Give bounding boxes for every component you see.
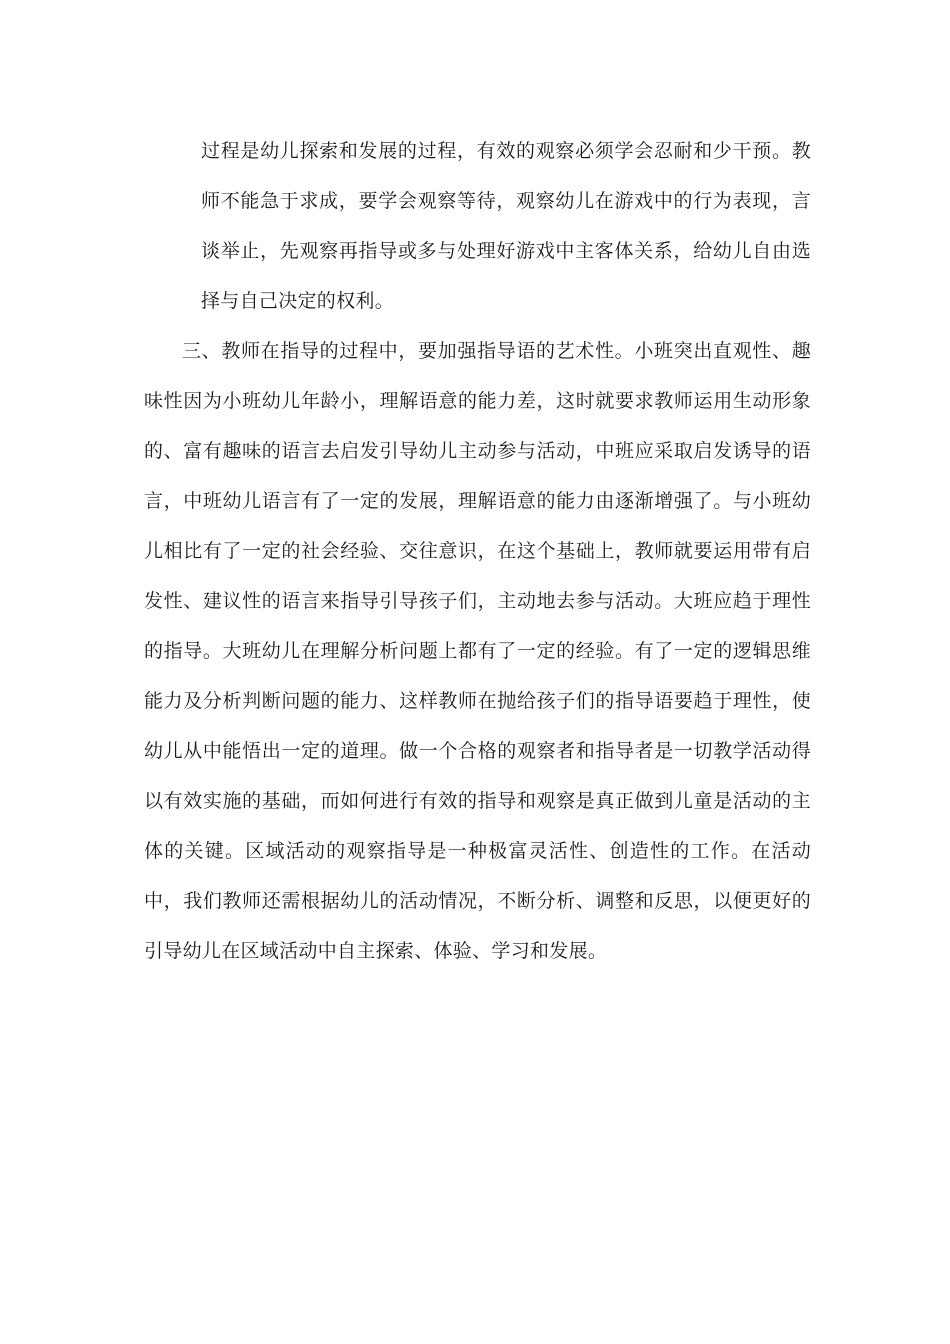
paragraph-observation-patience: 过程是幼儿探索和发展的过程，有效的观察必须学会忍耐和少干预。教师不能急于求成，要学会观察等待，观察幼儿在游戏中的行为表现，言谈举止，先观察再指导或多与处理好游戏中主客体关系，给幼儿自由选择与自己决定的权利。 [201, 140, 811, 312]
paragraph-guidance-language: 三、教师在指导的过程中，要加强指导语的艺术性。小班突出直观性、趣味性因为小班幼儿年龄小，理解语意的能力差，这时就要求教师运用生动形象的、富有趣味的语言去启发引导幼儿主动参与活动，中班应采取启发诱导的语言，中班幼儿语言有了一定的发展，理解语意的能力由逐渐增强了。与小班幼儿相比有了一定的社会经验、交往意识，在这个基础上，教师就要运用带有启发性、建议性的语言来指导引导孩子们，主动地去参与活动。大班应趋于理性的指导。大班幼儿在理解分析问题上都有了一定的经验。有了一定的逻辑思维能力及分析判断问题的能力、这样教师在抛给孩子们的指导语要趋于理性，使幼儿从中能悟出一定的道理。做一个合格的观察者和指导者是一切教学活动得以有效实施的基础，而如何进行有效的指导和观察是真正做到儿童是活动的主体的关键。区域活动的观察指导是一种极富灵活性、创造性的工作。在活动中，我们教师还需根据幼儿的活动情况，不断分析、调整和反思，以便更好的引导幼儿在区域活动中自主探索、体验、学习和发展。 [144, 340, 811, 962]
